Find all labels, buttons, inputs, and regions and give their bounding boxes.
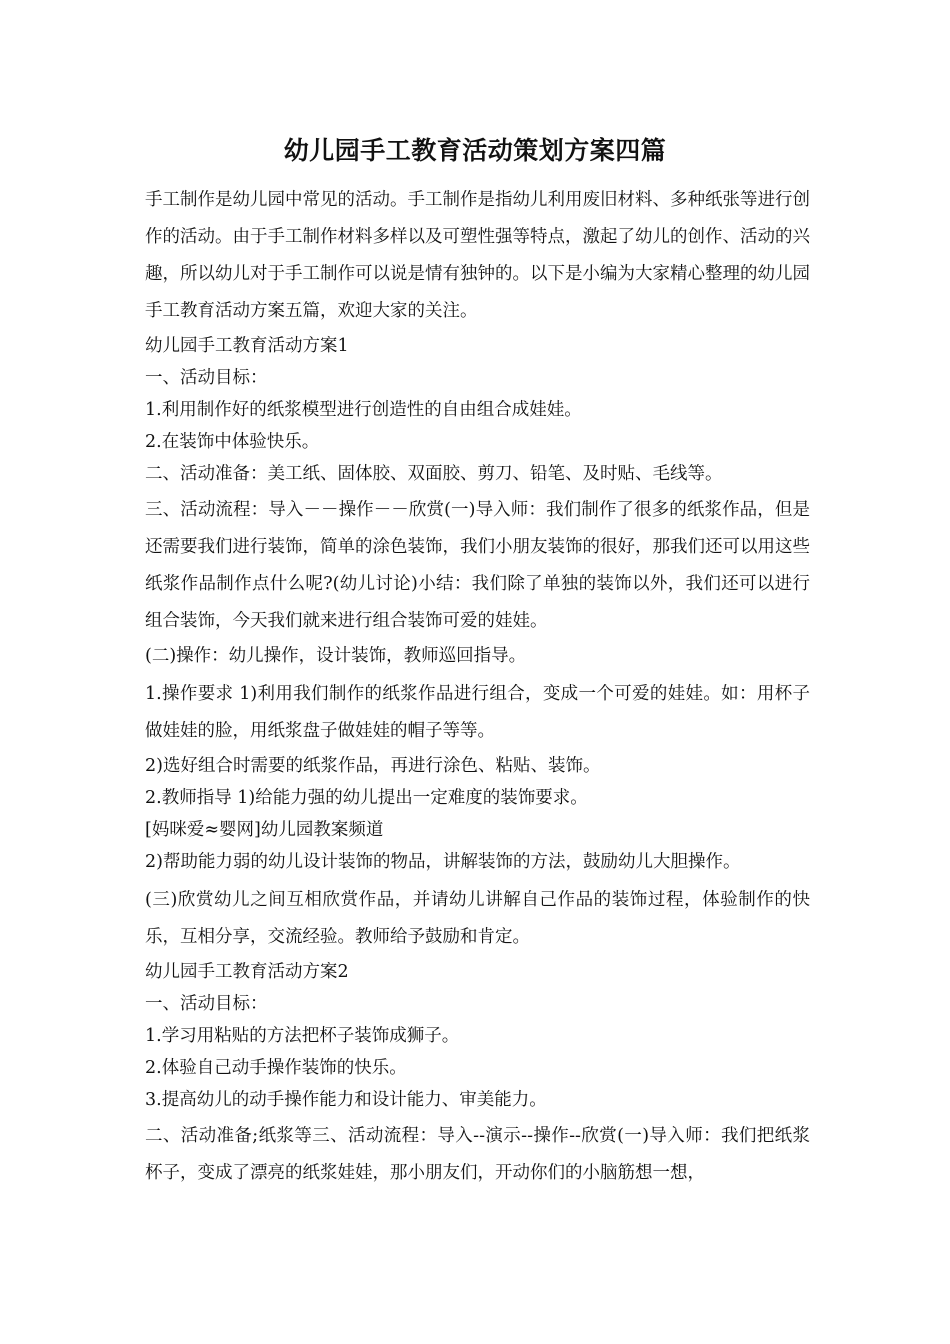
plan1-requirement-1: 1.操作要求 1)利用我们制作的纸浆作品进行组合，变成一个可爱的娃娃。如：用杯子做娃娃的脸，用纸浆盘子做娃娃的帽子等等。 [145,684,810,741]
plan1-guide-1: 2.教师指导 1)给能力强的幼儿提出一定难度的装饰要求。 [145,788,588,808]
plan1-goal-2: 2.在装饰中体验快乐。 [145,432,320,452]
plan1-appreciate-paragraph: (三)欣赏幼儿之间互相欣赏作品，并请幼儿讲解自己作品的装饰过程，体验制作的快乐，互相分享，交流经验。教师给予鼓励和肯定。 [145,890,810,947]
plan1-goal-1: 1.利用制作好的纸浆模型进行创造性的自由组合成娃娃。 [145,400,582,420]
plan2-goal-2: 2.体验自己动手操作装饰的快乐。 [145,1058,407,1078]
document-body [145,182,810,1192]
plan2-goal-heading: 一、活动目标： [145,994,268,1014]
plan2-goal-3: 3.提高幼儿的动手操作能力和设计能力、审美能力。 [145,1090,547,1110]
plan2-goal-1: 1.学习用粘贴的方法把杯子装饰成狮子。 [145,1026,460,1046]
plan1-source-note: [妈咪爱≈婴网]幼儿园教案频道 [145,820,384,840]
plan2-heading: 幼儿园手工教育活动方案2 [145,962,349,982]
plan1-process-paragraph: 三、活动流程：导入－－操作－－欣赏(一)导入师：我们制作了很多的纸浆作品，但是还需要我们进行装饰，简单的涂色装饰，我们小朋友装饰的很好，那我们还可以用这些纸浆作品制作点什么呢?(幼儿讨论)小结：我们除了单独的装饰以外，我们还可以进行组合装饰，今天我们就来进行组合装饰可爱的娃娃。 [145,500,810,631]
plan1-heading: 幼儿园手工教育活动方案1 [145,336,349,356]
plan1-guide-2: 2)帮助能力弱的幼儿设计装饰的物品，讲解装饰的方法，鼓励幼儿大胆操作。 [145,852,741,872]
plan1-preparation: 二、活动准备：美工纸、固体胶、双面胶、剪刀、铅笔、及时贴、毛线等。 [145,464,723,484]
plan1-operate: (二)操作：幼儿操作，设计装饰，教师巡回指导。 [145,646,527,666]
intro-paragraph: 手工制作是幼儿园中常见的活动。手工制作是指幼儿利用废旧材料、多种纸张等进行创作的活动。由于手工制作材料多样以及可塑性强等特点，激起了幼儿的创作、活动的兴趣，所以幼儿对于手工制作可以说是情有独钟的。以下是小编为大家精心整理的幼儿园手工教育活动方案五篇，欢迎大家的关注。 [145,190,810,321]
plan1-goal-heading: 一、活动目标： [145,368,268,388]
document-title: 幼儿园手工教育活动策划方案四篇 [283,136,667,165]
plan2-prep-process-paragraph: 二、活动准备;纸浆等三、活动流程：导入--演示--操作--欣赏(一)导入师：我们把纸浆杯子，变成了漂亮的纸浆娃娃，那小朋友们，开动你们的小脑筋想一想， [145,1126,810,1183]
plan1-requirement-2: 2)选好组合时需要的纸浆作品，再进行涂色、粘贴、装饰。 [145,756,601,776]
